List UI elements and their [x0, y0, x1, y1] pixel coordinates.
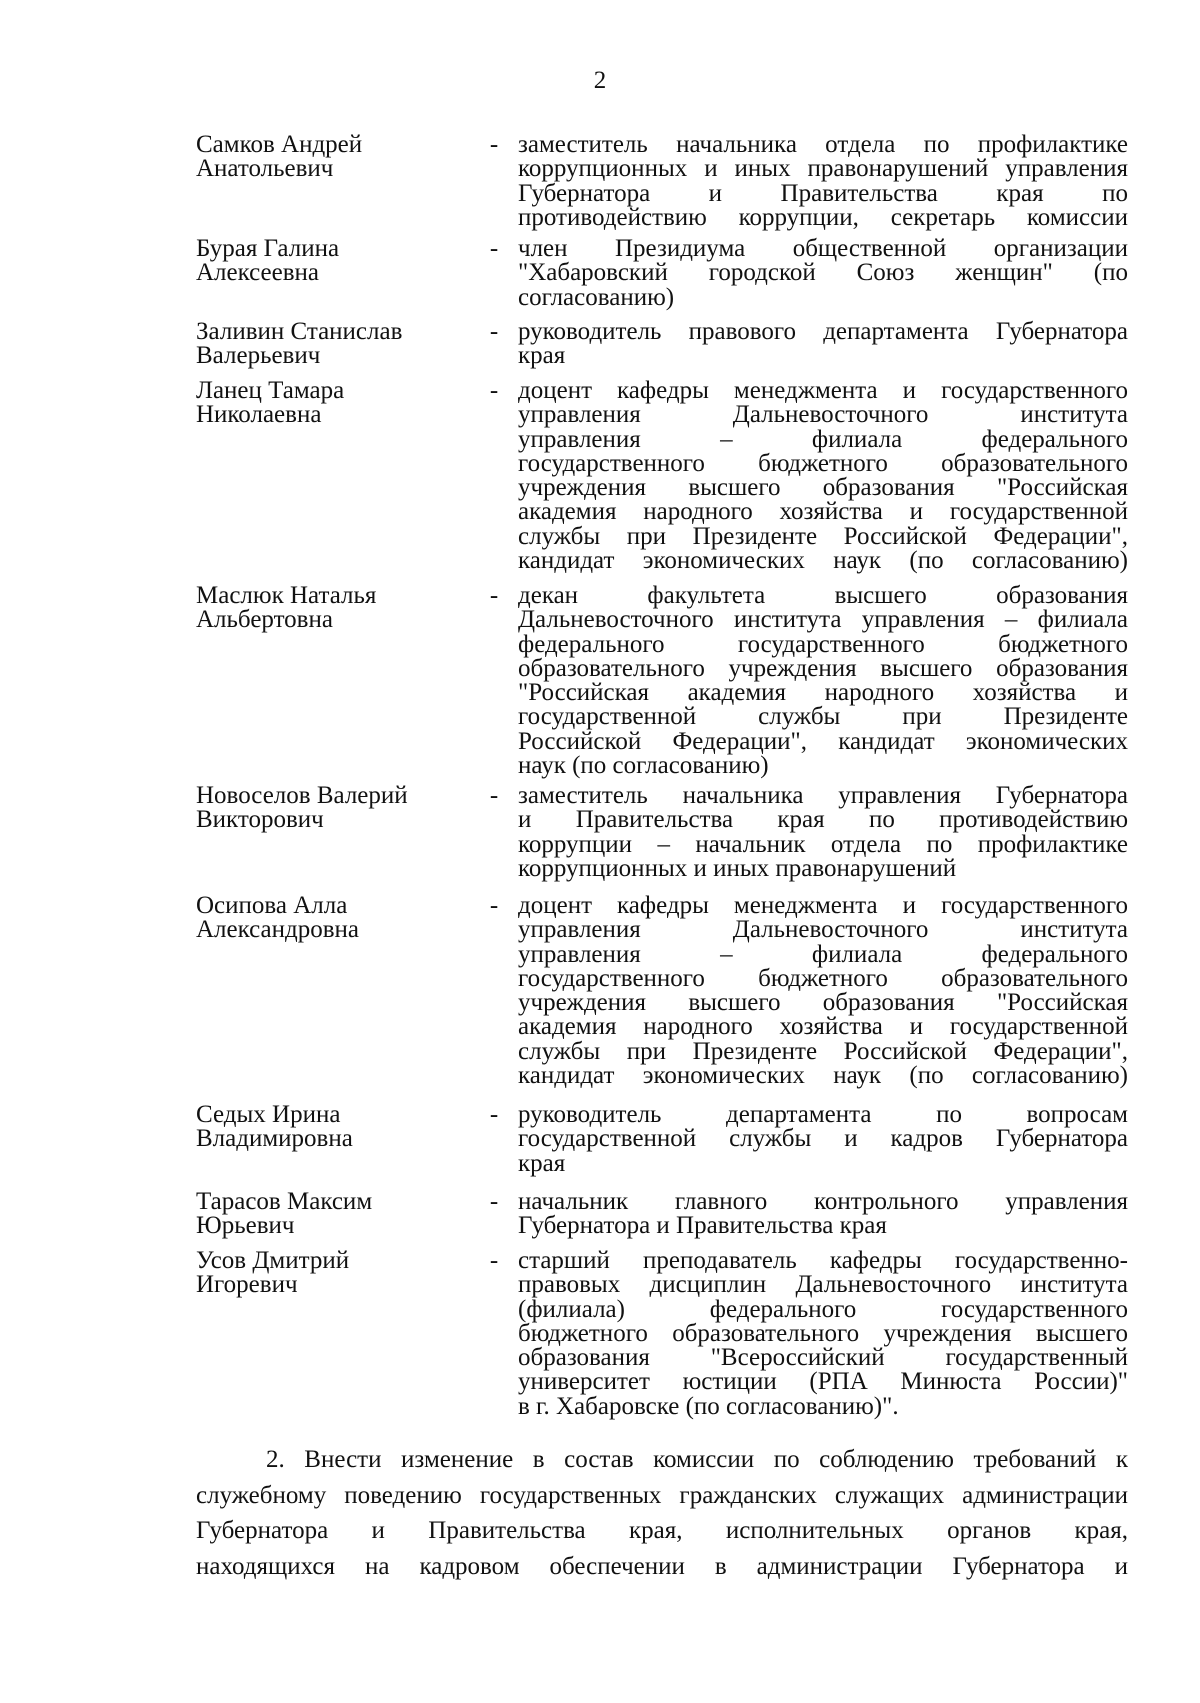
member-name: [196, 320, 466, 369]
position-line: федерального государственного бюджетного: [518, 630, 1128, 658]
position-line: учреждения высшего образования "Российская: [518, 474, 1128, 502]
position-line: доцент кафедры менеджмента и государственного: [518, 892, 1128, 919]
member-entry: [196, 894, 1128, 1103]
member-name-line: Алексеевна: [196, 259, 320, 287]
position-line: кандидат экономических наук (по согласованию): [518, 1062, 1128, 1090]
member-name-line: Самков Андрей: [196, 131, 363, 158]
position-line: коррупционных и иных правонарушений: [518, 854, 957, 882]
position-line: кандидат экономических наук (по согласованию): [518, 547, 1128, 575]
member-entry: [196, 1103, 1128, 1190]
member-dash: -: [489, 1188, 499, 1215]
paragraph-line: 2. Внести изменение в состав комиссии по соблюдению требований к: [266, 1446, 1128, 1473]
position-line: декан факультета высшего образования: [518, 582, 1128, 609]
member-name: [196, 379, 466, 428]
member-name: [196, 1249, 466, 1298]
member-entry: [196, 237, 1128, 320]
member-position: [518, 1103, 1128, 1176]
position-line: (филиала) федерального государственного: [518, 1295, 1128, 1323]
position-line: учреждения высшего образования "Российская: [518, 989, 1128, 1017]
position-line: руководитель департамента по вопросам: [518, 1101, 1128, 1128]
member-entry: [196, 133, 1128, 237]
position-line: государственного бюджетного образовательного: [518, 449, 1128, 477]
member-name-line: Заливин Станислав: [196, 318, 403, 345]
member-dash: -: [489, 377, 499, 404]
member-name: [196, 237, 466, 286]
position-line: управления – филиала федерального: [518, 940, 1128, 968]
position-line: управления Дальневосточного института: [518, 916, 1128, 944]
member-name: [196, 584, 466, 633]
position-line: академия народного хозяйства и государственной: [518, 1013, 1128, 1041]
member-entry: [196, 379, 1128, 584]
position-line: Российской Федерации", кандидат экономических: [518, 727, 1128, 755]
paragraph-line: Губернатора и Правительства края, исполнительных органов края,: [196, 1517, 1128, 1544]
member-dash: -: [489, 892, 499, 919]
position-line: и Правительства края по противодействию: [518, 806, 1128, 834]
member-name-line: Викторович: [196, 806, 324, 834]
position-line: противодействию коррупции, секретарь комиссии: [518, 203, 1128, 231]
member-entry: [196, 1190, 1128, 1249]
member-position: [518, 379, 1128, 573]
position-line: доцент кафедры менеджмента и государственного: [518, 377, 1128, 404]
member-name-line: Осипова Алла: [196, 892, 348, 919]
position-line: руководитель правового департамента Губернатора: [518, 318, 1128, 345]
member-name-line: Анатольевич: [196, 155, 334, 183]
commission-members-list: [196, 133, 1128, 1424]
member-dash: -: [489, 235, 499, 262]
position-line: Губернатора и Правительства края по: [518, 179, 1128, 207]
position-line: бюджетного образовательного учреждения высшего: [518, 1319, 1128, 1347]
position-line: службы при Президенте Российской Федерации",: [518, 522, 1128, 550]
member-position: [518, 1249, 1128, 1419]
member-name-line: Юрьевич: [196, 1212, 295, 1240]
position-line: государственной службы и кадров Губернатора: [518, 1125, 1128, 1153]
position-line: образования "Всероссийский государственный: [518, 1344, 1128, 1372]
position-line: заместитель начальника управления Губернатора: [518, 782, 1128, 809]
position-line: согласованию): [518, 283, 675, 311]
member-entry: [196, 1249, 1128, 1424]
member-dash: -: [489, 131, 499, 158]
position-line: заместитель начальника отдела по профилактике: [518, 131, 1128, 158]
member-name-line: Николаевна: [196, 401, 322, 429]
member-position: [518, 237, 1128, 310]
position-line: член Президиума общественной организации: [518, 235, 1128, 262]
position-line: края: [518, 342, 566, 370]
paragraph-line: находящихся на кадровом обеспечении в администрации Губернатора и: [196, 1552, 1128, 1580]
position-line: образовательного учреждения высшего образования: [518, 654, 1128, 682]
page-number: 2: [593, 67, 607, 94]
member-name-line: Маслюк Наталья: [196, 582, 377, 609]
position-line: управления – филиала федерального: [518, 425, 1128, 453]
member-position: [518, 1190, 1128, 1239]
member-entry: [196, 584, 1128, 784]
position-line: края: [518, 1149, 566, 1177]
position-line: академия народного хозяйства и государственной: [518, 498, 1128, 526]
member-name-line: Игоревич: [196, 1271, 298, 1299]
member-name-line: Ланец Тамара: [196, 377, 345, 404]
position-line: коррупции – начальник отдела по профилактике: [518, 830, 1128, 858]
position-line: в г. Хабаровске (по согласованию)".: [518, 1392, 899, 1420]
member-name-line: Валерьевич: [196, 342, 321, 370]
member-name: [196, 1103, 466, 1152]
position-line: университет юстиции (РПА Минюста России)": [518, 1368, 1128, 1396]
position-line: государственной службы при Президенте: [518, 703, 1128, 731]
position-line: коррупционных и иных правонарушений управления: [518, 155, 1128, 183]
member-dash: -: [489, 1247, 499, 1274]
member-name-line: Альбертовна: [196, 606, 333, 634]
position-line: службы при Президенте Российской Федерации",: [518, 1037, 1128, 1065]
position-line: Дальневосточного института управления – филиала: [518, 606, 1128, 634]
position-line: Губернатора и Правительства края: [518, 1212, 887, 1240]
member-name-line: Новоселов Валерий: [196, 782, 408, 809]
member-name: [196, 133, 466, 182]
member-name: [196, 894, 466, 943]
position-line: начальник главного контрольного управления: [518, 1188, 1128, 1215]
member-position: [518, 894, 1128, 1088]
position-line: старший преподаватель кафедры государственно-: [518, 1247, 1128, 1274]
member-entry: [196, 784, 1128, 894]
paragraph-2: [196, 1442, 1128, 1584]
member-dash: -: [489, 782, 499, 809]
member-dash: -: [489, 582, 499, 609]
position-line: управления Дальневосточного института: [518, 401, 1128, 429]
member-name-line: Тарасов Максим: [196, 1188, 373, 1215]
member-name: [196, 1190, 466, 1239]
member-position: [518, 584, 1128, 778]
member-dash: -: [489, 318, 499, 345]
member-name-line: Седых Ирина: [196, 1101, 341, 1128]
paragraph-line: служебному поведению государственных гражданских служащих администрации: [196, 1481, 1128, 1509]
position-line: "Российская академия народного хозяйства и: [518, 679, 1128, 707]
member-dash: -: [489, 1101, 499, 1128]
position-line: государственного бюджетного образовательного: [518, 964, 1128, 992]
member-position: [518, 320, 1128, 369]
member-position: [518, 784, 1128, 881]
member-name-line: Александровна: [196, 916, 360, 944]
position-line: правовых дисциплин Дальневосточного института: [518, 1271, 1128, 1299]
position-line: наук (по согласованию): [518, 752, 769, 780]
member-entry: [196, 320, 1128, 379]
member-name-line: Усов Дмитрий: [196, 1247, 350, 1274]
position-line: "Хабаровский городской Союз женщин" (по: [518, 259, 1128, 287]
member-name-line: Бурая Галина: [196, 235, 340, 262]
member-name: [196, 784, 466, 833]
member-position: [518, 133, 1128, 230]
member-name-line: Владимировна: [196, 1125, 353, 1153]
